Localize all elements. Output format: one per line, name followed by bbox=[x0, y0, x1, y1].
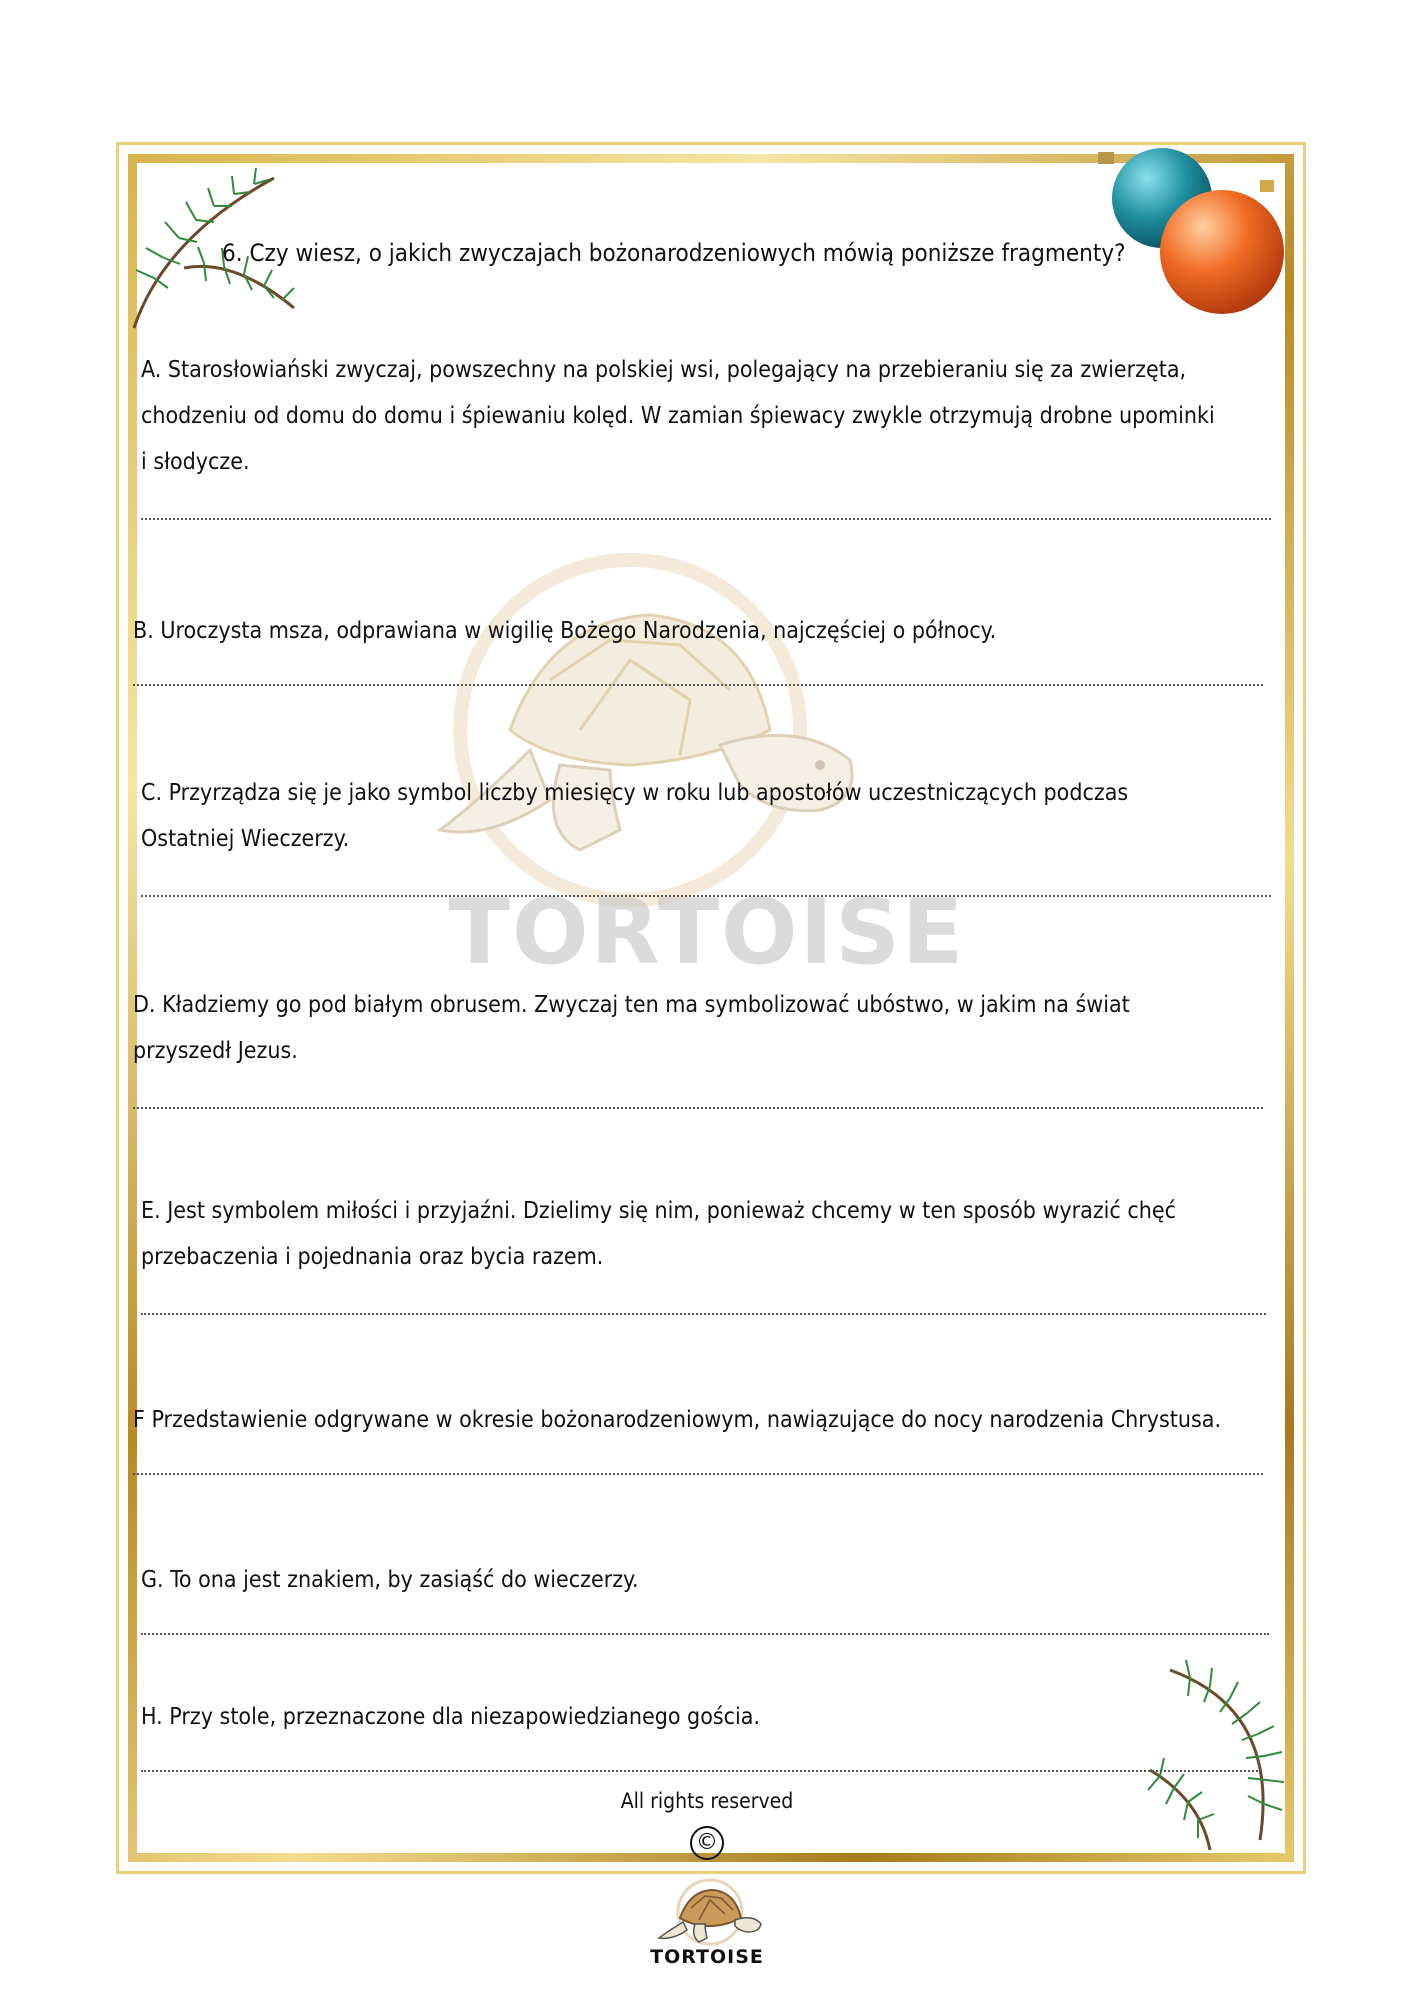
answer-line-e[interactable] bbox=[141, 1313, 1266, 1315]
question-title: 6. Czy wiesz, o jakich zwyczajach bożonarodzeniowych mówią poniższe fragmenty? bbox=[222, 239, 1126, 267]
item-b-line-1: B. Uroczysta msza, odprawiana w wigilię Bożego Narodzenia, najczęściej o północy. bbox=[133, 618, 997, 644]
item-e-line-1: E. Jest symbolem miłości i przyjaźni. Dzielimy się nim, ponieważ chcemy w ten sposób wyrazić chęć bbox=[141, 1198, 1176, 1224]
answer-line-a[interactable] bbox=[141, 518, 1271, 520]
item-c-line-1: C. Przyrządza się je jako symbol liczby miesięcy w roku lub apostołów uczestniczących podczas bbox=[141, 780, 1129, 806]
item-g-line-1: G. To ona jest znakiem, by zasiąść do wieczerzy. bbox=[141, 1567, 639, 1593]
answer-line-b[interactable] bbox=[133, 684, 1263, 686]
item-f-line-1: F Przedstawienie odgrywane w okresie bożonarodzeniowym, nawiązujące do nocy narodzenia Chrystusa. bbox=[133, 1407, 1222, 1433]
watermark-text: TORTOISE bbox=[448, 880, 966, 985]
answer-line-h[interactable] bbox=[141, 1770, 1261, 1772]
answer-line-f[interactable] bbox=[133, 1473, 1263, 1475]
item-d-line-2: przyszedł Jezus. bbox=[133, 1038, 298, 1064]
logo-text: TORTOISE bbox=[650, 1946, 764, 1968]
item-h-line-1: H. Przy stole, przeznaczone dla niezapowiedzianego gościa. bbox=[141, 1704, 761, 1730]
item-a-line-1: A. Starosłowiański zwyczaj, powszechny na polskiej wsi, polegający na przebieraniu się za zwierzęta, bbox=[141, 357, 1187, 383]
tortoise-logo-icon bbox=[655, 1878, 765, 1946]
answer-line-d[interactable] bbox=[133, 1107, 1263, 1109]
item-e-line-2: przebaczenia i pojednania oraz bycia razem. bbox=[141, 1244, 604, 1270]
pine-branch-icon bbox=[1130, 1650, 1310, 1860]
item-d-line-1: D. Kładziemy go pod białym obrusem. Zwyczaj ten ma symbolizować ubóstwo, w jakim na świat bbox=[133, 992, 1130, 1018]
item-c-line-2: Ostatniej Wieczerzy. bbox=[141, 826, 350, 852]
copyright-icon: © bbox=[690, 1826, 724, 1860]
answer-line-g[interactable] bbox=[141, 1633, 1269, 1635]
answer-line-c[interactable] bbox=[141, 895, 1271, 897]
item-a-line-2: chodzeniu od domu do domu i śpiewaniu kolęd. W zamian śpiewacy zwykle otrzymują drobne upominki bbox=[141, 403, 1215, 429]
item-a-line-3: i słodycze. bbox=[141, 449, 250, 475]
rights-reserved-text: All rights reserved bbox=[620, 1789, 794, 1813]
